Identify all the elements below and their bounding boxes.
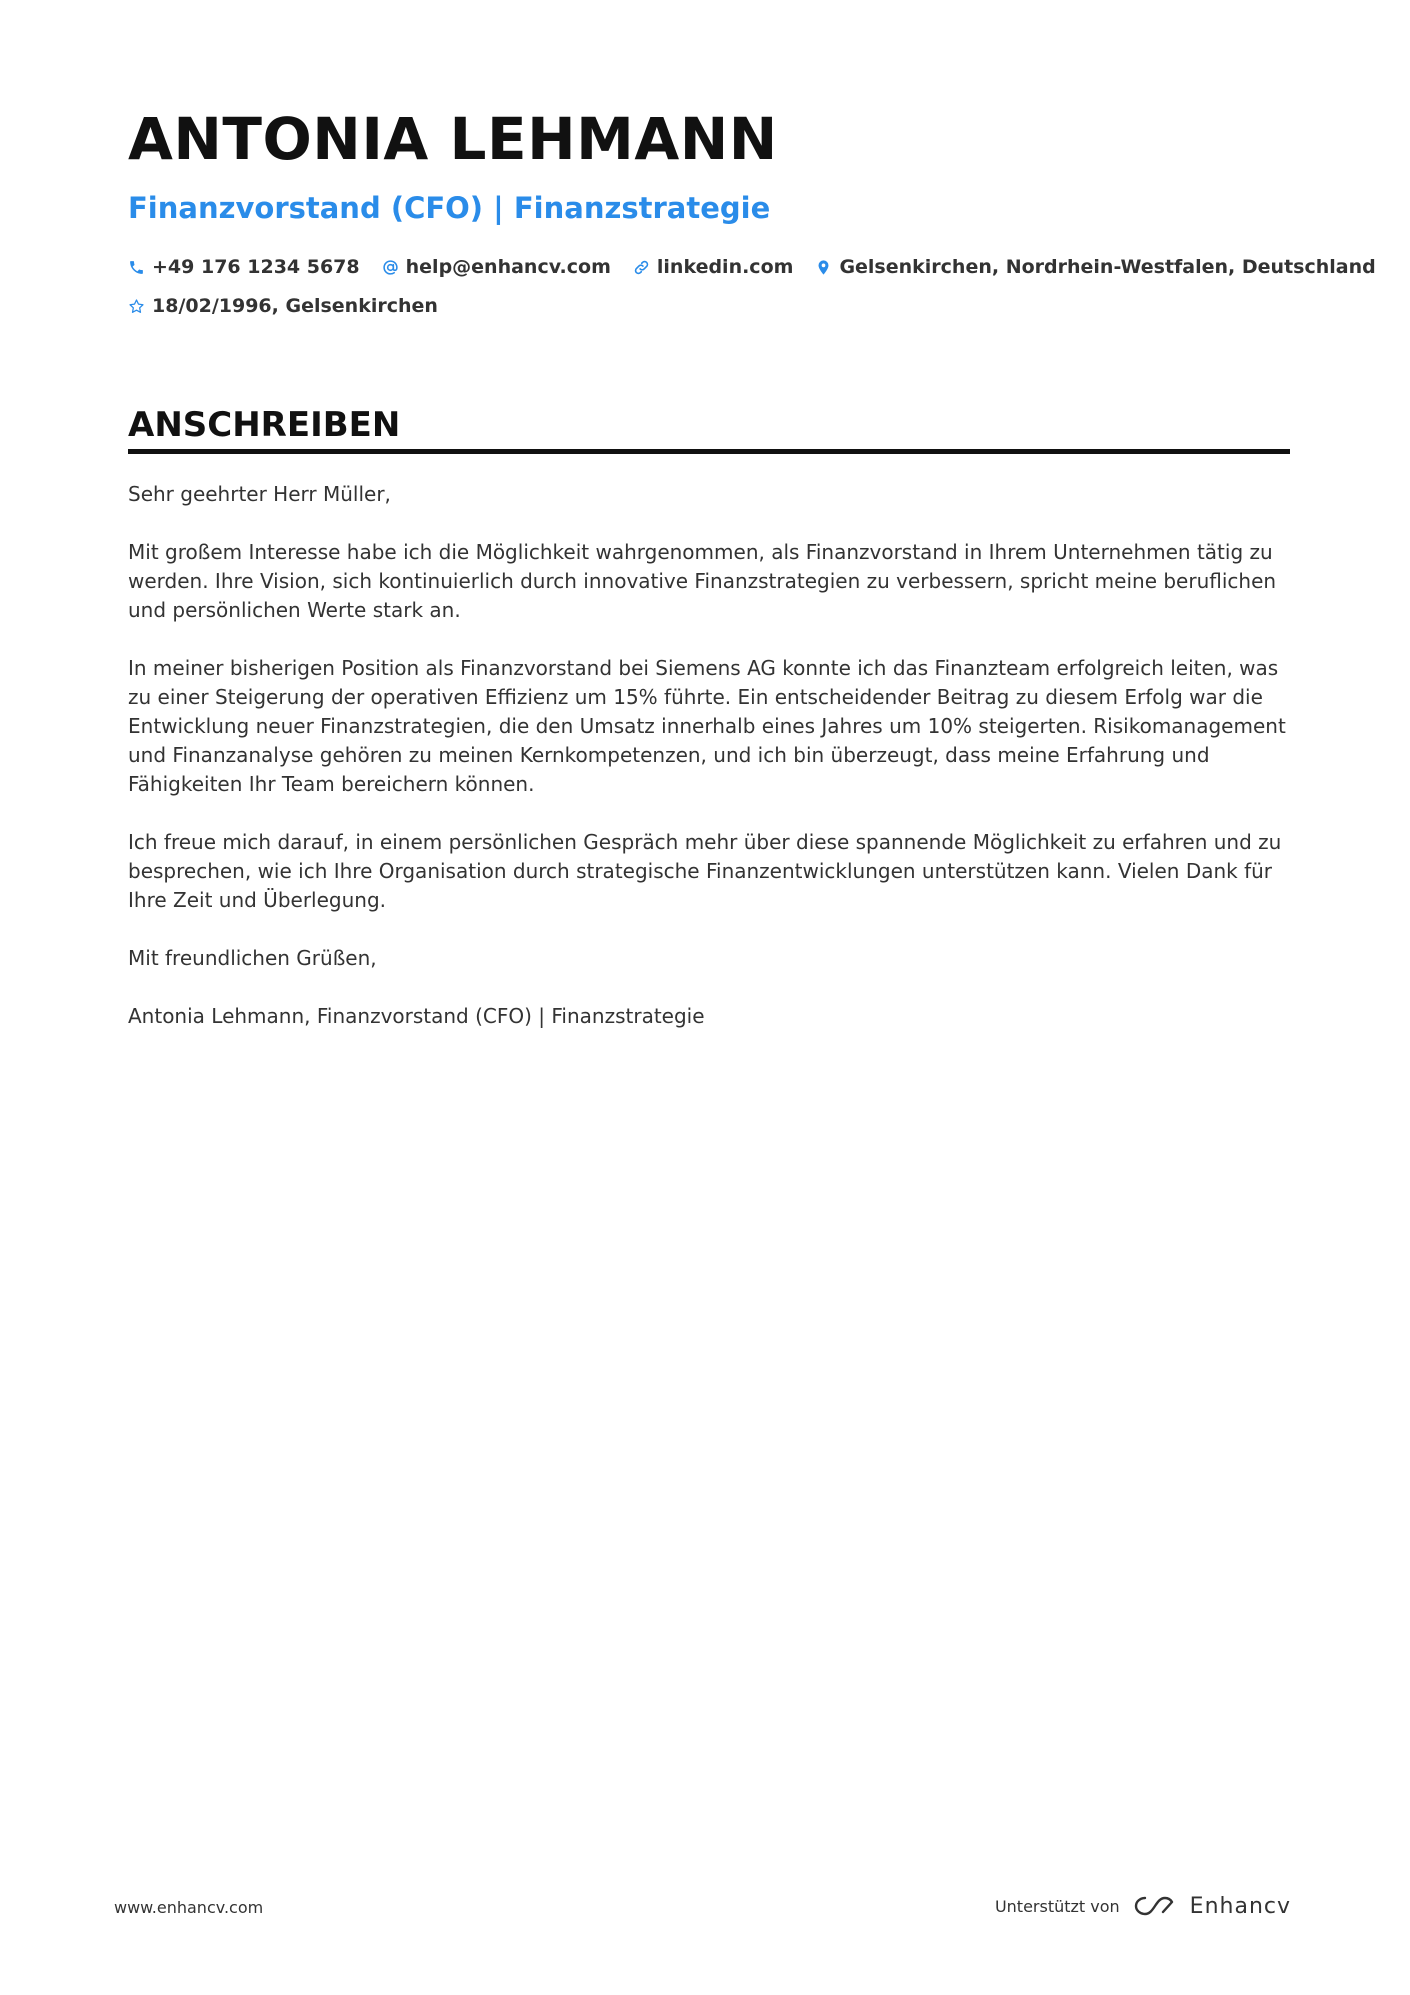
section-divider — [128, 449, 1290, 454]
contact-row-1 — [128, 255, 1376, 279]
contact-linkedin[interactable] — [633, 256, 794, 278]
footer-url[interactable]: www.enhancv.com — [114, 1898, 264, 1917]
contact-location — [815, 256, 1375, 278]
linkedin-link[interactable]: linkedin.com — [656, 256, 794, 278]
birth-text: 18/02/1996, Gelsenkirchen — [152, 295, 438, 317]
candidate-subtitle: Finanzvorstand (CFO) | Finanzstrategie — [128, 191, 771, 225]
contact-info — [128, 255, 1376, 333]
footer-powered-by — [995, 1892, 1291, 1920]
map-pin-icon — [815, 259, 832, 276]
contact-row-2 — [128, 294, 1290, 318]
link-icon — [633, 259, 650, 276]
email-link[interactable]: help@enhancv.com — [405, 256, 611, 278]
brand-name: Enhancv — [1189, 1893, 1291, 1919]
contact-email[interactable] — [382, 256, 611, 278]
letter-paragraph: Mit großem Interesse habe ich die Möglichkeit wahrgenommen, als Finanzvorstand in Ihrem Unternehmen tätig zu werden. Ihre Vision, sich kontinuierlich durch innovative Finanzstrategien zu verbessern, spricht meine beruflichen und persönlichen Werte stark an. — [128, 540, 1277, 622]
letter-salutation: Sehr geehrter Herr Müller, — [128, 482, 391, 506]
letter-closing: Mit freundlichen Grüßen, — [128, 946, 377, 970]
letter-paragraph: In meiner bisherigen Position als Finanzvorstand bei Siemens AG konnte ich das Finanzteam erfolgreich leiten, was zu einer Steigerung der operativen Effizienz um 15% führte. Ein entscheidender Beitrag zu diesem Erfolg war die Entwicklung neuer Finanzstrategien, die den Umsatz innerhalb eines Jahres um 10% steigerten. Risikomanagement und Finanzanalyse gehören zu meinen Kernkompetenzen, und ich bin überzeugt, dass meine Erfahrung und Fähigkeiten Ihr Team bereichern können. — [128, 656, 1286, 796]
star-icon — [128, 298, 145, 315]
phone-text: +49 176 1234 5678 — [152, 256, 360, 278]
letter-signature: Antonia Lehmann, Finanzvorstand (CFO) | Finanzstrategie — [128, 1004, 705, 1028]
enhancv-logo-icon — [1132, 1892, 1178, 1920]
contact-phone — [128, 256, 360, 278]
location-text: Gelsenkirchen, Nordrhein-Westfalen, Deutschland — [839, 256, 1376, 278]
phone-icon — [128, 259, 145, 276]
section-title: ANSCHREIBEN — [128, 405, 401, 445]
contact-birth — [128, 295, 438, 317]
letter-paragraph: Ich freue mich darauf, in einem persönlichen Gespräch mehr über diese spannende Möglichkeit zu erfahren und zu besprechen, wie ich Ihre Organisation durch strategische Finanzentwicklungen unterstützen kann. Vielen Dank für Ihre Zeit und Überlegung. — [128, 830, 1282, 912]
candidate-name: ANTONIA LEHMANN — [128, 105, 778, 173]
at-icon — [382, 259, 399, 276]
letter-body — [128, 480, 1290, 1060]
powered-by-text: Unterstützt von — [994, 1896, 1120, 1916]
